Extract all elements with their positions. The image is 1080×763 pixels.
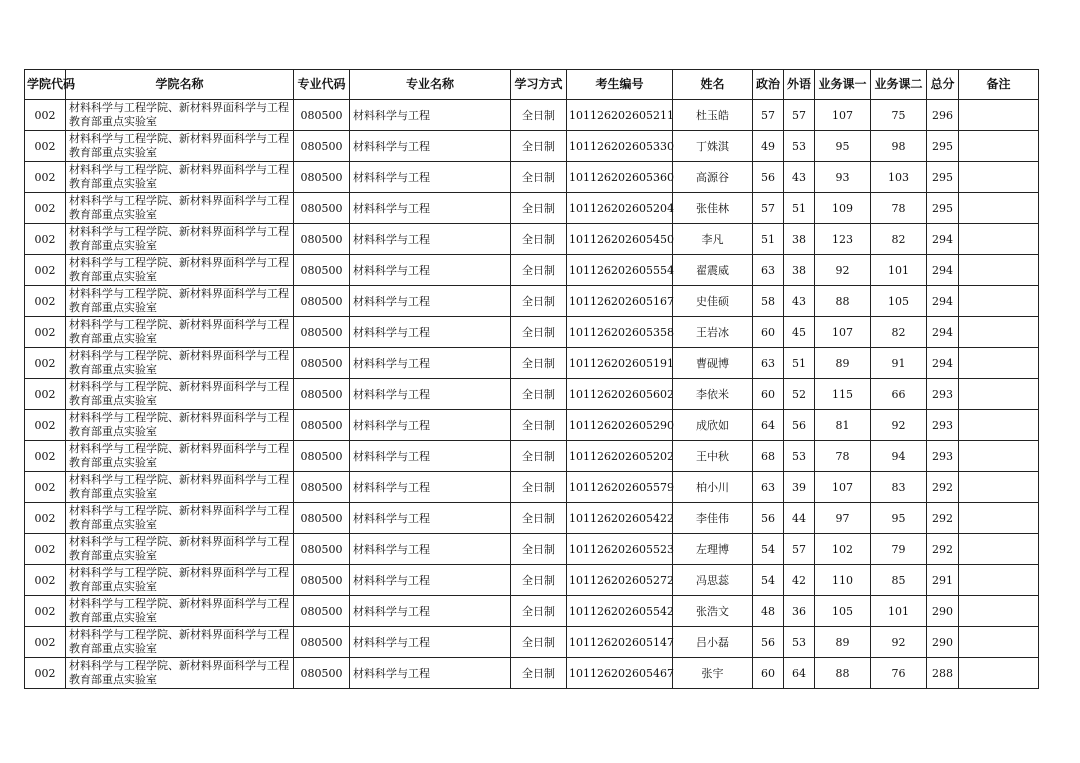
table-row: [25, 100, 1039, 131]
cell-student-name: 曹砚博: [673, 348, 753, 379]
cell-college-code: 002: [25, 348, 66, 379]
cell-major-name: 材料科学与工程: [350, 627, 511, 658]
cell-foreign-language-score: 53: [784, 441, 815, 472]
cell-major-code: 080500: [294, 224, 350, 255]
cell-college-name: 材料科学与工程学院、新材料界面科学与工程教育部重点实验室: [66, 286, 294, 317]
cell-college-name: 材料科学与工程学院、新材料界面科学与工程教育部重点实验室: [66, 596, 294, 627]
cell-total-score: 294: [927, 255, 959, 286]
cell-course-1-score: 109: [815, 193, 871, 224]
cell-course-1-score: 78: [815, 441, 871, 472]
cell-student-name: 王中秋: [673, 441, 753, 472]
cell-course-1-score: 123: [815, 224, 871, 255]
cell-course-2-score: 82: [871, 224, 927, 255]
table-row: [25, 534, 1039, 565]
cell-major-name: 材料科学与工程: [350, 317, 511, 348]
cell-politics-score: 63: [753, 348, 784, 379]
cell-exam-id: 101126202605467: [567, 658, 673, 689]
cell-total-score: 292: [927, 472, 959, 503]
cell-course-1-score: 107: [815, 317, 871, 348]
cell-major-code: 080500: [294, 534, 350, 565]
cell-exam-id: 101126202605147: [567, 627, 673, 658]
cell-college-name: 材料科学与工程学院、新材料界面科学与工程教育部重点实验室: [66, 565, 294, 596]
cell-foreign-language-score: 51: [784, 348, 815, 379]
cell-foreign-language-score: 39: [784, 472, 815, 503]
cell-course-2-score: 94: [871, 441, 927, 472]
cell-major-code: 080500: [294, 255, 350, 286]
cell-student-name: 成欣如: [673, 410, 753, 441]
cell-foreign-language-score: 53: [784, 131, 815, 162]
cell-politics-score: 57: [753, 193, 784, 224]
cell-college-code: 002: [25, 162, 66, 193]
cell-major-code: 080500: [294, 286, 350, 317]
cell-total-score: 294: [927, 317, 959, 348]
table-row: [25, 193, 1039, 224]
cell-total-score: 295: [927, 193, 959, 224]
cell-study-mode: 全日制: [511, 534, 567, 565]
cell-college-name: 材料科学与工程学院、新材料界面科学与工程教育部重点实验室: [66, 100, 294, 131]
cell-college-code: 002: [25, 441, 66, 472]
cell-foreign-language-score: 43: [784, 286, 815, 317]
cell-remarks: [959, 534, 1039, 565]
header-course-1: 业务课一: [815, 70, 871, 100]
cell-major-code: 080500: [294, 472, 350, 503]
cell-major-code: 080500: [294, 503, 350, 534]
cell-major-name: 材料科学与工程: [350, 596, 511, 627]
table-row: [25, 441, 1039, 472]
cell-remarks: [959, 224, 1039, 255]
cell-course-2-score: 78: [871, 193, 927, 224]
cell-course-1-score: 88: [815, 286, 871, 317]
cell-course-2-score: 92: [871, 627, 927, 658]
cell-major-code: 080500: [294, 131, 350, 162]
cell-exam-id: 101126202605523: [567, 534, 673, 565]
cell-college-name: 材料科学与工程学院、新材料界面科学与工程教育部重点实验室: [66, 627, 294, 658]
table-row: [25, 627, 1039, 658]
table-row: [25, 348, 1039, 379]
cell-remarks: [959, 379, 1039, 410]
cell-major-name: 材料科学与工程: [350, 255, 511, 286]
cell-major-name: 材料科学与工程: [350, 534, 511, 565]
cell-total-score: 294: [927, 286, 959, 317]
cell-politics-score: 63: [753, 255, 784, 286]
cell-politics-score: 51: [753, 224, 784, 255]
cell-study-mode: 全日制: [511, 596, 567, 627]
cell-college-name: 材料科学与工程学院、新材料界面科学与工程教育部重点实验室: [66, 193, 294, 224]
header-remarks: 备注: [959, 70, 1039, 100]
cell-foreign-language-score: 44: [784, 503, 815, 534]
cell-student-name: 王岩冰: [673, 317, 753, 348]
cell-remarks: [959, 596, 1039, 627]
cell-exam-id: 101126202605211: [567, 100, 673, 131]
cell-major-name: 材料科学与工程: [350, 162, 511, 193]
table-body: [25, 100, 1039, 689]
cell-college-name: 材料科学与工程学院、新材料界面科学与工程教育部重点实验室: [66, 658, 294, 689]
cell-foreign-language-score: 51: [784, 193, 815, 224]
cell-study-mode: 全日制: [511, 131, 567, 162]
cell-college-code: 002: [25, 658, 66, 689]
cell-course-2-score: 83: [871, 472, 927, 503]
cell-course-2-score: 75: [871, 100, 927, 131]
cell-major-code: 080500: [294, 100, 350, 131]
cell-foreign-language-score: 42: [784, 565, 815, 596]
cell-student-name: 张佳林: [673, 193, 753, 224]
cell-college-code: 002: [25, 286, 66, 317]
cell-remarks: [959, 348, 1039, 379]
cell-exam-id: 101126202605272: [567, 565, 673, 596]
cell-total-score: 293: [927, 441, 959, 472]
cell-course-2-score: 91: [871, 348, 927, 379]
cell-major-name: 材料科学与工程: [350, 379, 511, 410]
cell-course-1-score: 89: [815, 627, 871, 658]
cell-major-name: 材料科学与工程: [350, 441, 511, 472]
cell-exam-id: 101126202605554: [567, 255, 673, 286]
cell-total-score: 293: [927, 410, 959, 441]
cell-exam-id: 101126202605167: [567, 286, 673, 317]
table-row: [25, 162, 1039, 193]
cell-student-name: 高源谷: [673, 162, 753, 193]
table-row: [25, 410, 1039, 441]
header-study-mode: 学习方式: [511, 70, 567, 100]
cell-politics-score: 54: [753, 534, 784, 565]
cell-course-2-score: 92: [871, 410, 927, 441]
cell-course-1-score: 95: [815, 131, 871, 162]
cell-college-code: 002: [25, 627, 66, 658]
cell-foreign-language-score: 64: [784, 658, 815, 689]
header-course-2: 业务课二: [871, 70, 927, 100]
cell-major-code: 080500: [294, 627, 350, 658]
cell-politics-score: 68: [753, 441, 784, 472]
cell-study-mode: 全日制: [511, 379, 567, 410]
cell-college-name: 材料科学与工程学院、新材料界面科学与工程教育部重点实验室: [66, 472, 294, 503]
cell-politics-score: 63: [753, 472, 784, 503]
cell-major-name: 材料科学与工程: [350, 565, 511, 596]
cell-politics-score: 54: [753, 565, 784, 596]
cell-study-mode: 全日制: [511, 472, 567, 503]
cell-college-code: 002: [25, 131, 66, 162]
cell-college-code: 002: [25, 193, 66, 224]
cell-major-code: 080500: [294, 379, 350, 410]
cell-course-2-score: 103: [871, 162, 927, 193]
cell-study-mode: 全日制: [511, 503, 567, 534]
cell-college-code: 002: [25, 472, 66, 503]
cell-student-name: 左理博: [673, 534, 753, 565]
cell-major-name: 材料科学与工程: [350, 131, 511, 162]
header-major-code: 专业代码: [294, 70, 350, 100]
cell-student-name: 冯思蕊: [673, 565, 753, 596]
table-row: [25, 379, 1039, 410]
cell-college-code: 002: [25, 379, 66, 410]
cell-college-code: 002: [25, 565, 66, 596]
cell-exam-id: 101126202605204: [567, 193, 673, 224]
cell-study-mode: 全日制: [511, 565, 567, 596]
cell-politics-score: 56: [753, 503, 784, 534]
cell-foreign-language-score: 57: [784, 534, 815, 565]
cell-remarks: [959, 131, 1039, 162]
table-row: [25, 565, 1039, 596]
cell-foreign-language-score: 36: [784, 596, 815, 627]
header-total: 总分: [927, 70, 959, 100]
cell-remarks: [959, 100, 1039, 131]
cell-remarks: [959, 162, 1039, 193]
cell-major-name: 材料科学与工程: [350, 658, 511, 689]
cell-major-code: 080500: [294, 410, 350, 441]
cell-college-name: 材料科学与工程学院、新材料界面科学与工程教育部重点实验室: [66, 348, 294, 379]
cell-major-code: 080500: [294, 596, 350, 627]
cell-major-code: 080500: [294, 565, 350, 596]
cell-college-code: 002: [25, 596, 66, 627]
cell-student-name: 李依米: [673, 379, 753, 410]
table-row: [25, 503, 1039, 534]
cell-study-mode: 全日制: [511, 224, 567, 255]
cell-exam-id: 101126202605542: [567, 596, 673, 627]
cell-course-2-score: 66: [871, 379, 927, 410]
cell-college-code: 002: [25, 255, 66, 286]
cell-college-name: 材料科学与工程学院、新材料界面科学与工程教育部重点实验室: [66, 131, 294, 162]
cell-study-mode: 全日制: [511, 658, 567, 689]
header-foreign-language: 外语: [784, 70, 815, 100]
cell-course-1-score: 88: [815, 658, 871, 689]
header-politics: 政治: [753, 70, 784, 100]
cell-foreign-language-score: 56: [784, 410, 815, 441]
cell-student-name: 史佳硕: [673, 286, 753, 317]
cell-remarks: [959, 441, 1039, 472]
cell-exam-id: 101126202605422: [567, 503, 673, 534]
cell-politics-score: 48: [753, 596, 784, 627]
cell-study-mode: 全日制: [511, 286, 567, 317]
cell-foreign-language-score: 45: [784, 317, 815, 348]
cell-study-mode: 全日制: [511, 627, 567, 658]
cell-politics-score: 56: [753, 162, 784, 193]
cell-college-name: 材料科学与工程学院、新材料界面科学与工程教育部重点实验室: [66, 410, 294, 441]
table-row: [25, 317, 1039, 348]
cell-foreign-language-score: 43: [784, 162, 815, 193]
cell-course-1-score: 110: [815, 565, 871, 596]
cell-exam-id: 101126202605579: [567, 472, 673, 503]
cell-major-code: 080500: [294, 317, 350, 348]
cell-remarks: [959, 317, 1039, 348]
table-row: [25, 596, 1039, 627]
cell-course-1-score: 93: [815, 162, 871, 193]
cell-remarks: [959, 565, 1039, 596]
cell-course-2-score: 105: [871, 286, 927, 317]
cell-course-2-score: 95: [871, 503, 927, 534]
cell-student-name: 张宇: [673, 658, 753, 689]
table-row: [25, 131, 1039, 162]
cell-study-mode: 全日制: [511, 100, 567, 131]
cell-study-mode: 全日制: [511, 317, 567, 348]
cell-total-score: 294: [927, 348, 959, 379]
cell-politics-score: 60: [753, 317, 784, 348]
cell-foreign-language-score: 53: [784, 627, 815, 658]
cell-course-1-score: 105: [815, 596, 871, 627]
header-name: 姓名: [673, 70, 753, 100]
cell-student-name: 张浩文: [673, 596, 753, 627]
cell-politics-score: 49: [753, 131, 784, 162]
cell-exam-id: 101126202605358: [567, 317, 673, 348]
cell-course-1-score: 115: [815, 379, 871, 410]
cell-total-score: 294: [927, 224, 959, 255]
header-college-name: 学院名称: [66, 70, 294, 100]
cell-course-1-score: 89: [815, 348, 871, 379]
cell-college-name: 材料科学与工程学院、新材料界面科学与工程教育部重点实验室: [66, 379, 294, 410]
cell-politics-score: 64: [753, 410, 784, 441]
cell-exam-id: 101126202605330: [567, 131, 673, 162]
cell-remarks: [959, 627, 1039, 658]
cell-foreign-language-score: 38: [784, 255, 815, 286]
cell-politics-score: 58: [753, 286, 784, 317]
cell-major-name: 材料科学与工程: [350, 503, 511, 534]
cell-remarks: [959, 286, 1039, 317]
cell-total-score: 296: [927, 100, 959, 131]
cell-total-score: 291: [927, 565, 959, 596]
cell-foreign-language-score: 57: [784, 100, 815, 131]
cell-major-name: 材料科学与工程: [350, 410, 511, 441]
cell-student-name: 翟震威: [673, 255, 753, 286]
cell-exam-id: 101126202605450: [567, 224, 673, 255]
table-row: [25, 224, 1039, 255]
cell-major-code: 080500: [294, 193, 350, 224]
cell-college-code: 002: [25, 410, 66, 441]
cell-course-2-score: 101: [871, 255, 927, 286]
cell-student-name: 李凡: [673, 224, 753, 255]
cell-course-2-score: 82: [871, 317, 927, 348]
cell-course-1-score: 81: [815, 410, 871, 441]
cell-college-name: 材料科学与工程学院、新材料界面科学与工程教育部重点实验室: [66, 255, 294, 286]
cell-course-1-score: 97: [815, 503, 871, 534]
cell-total-score: 290: [927, 596, 959, 627]
cell-exam-id: 101126202605602: [567, 379, 673, 410]
cell-study-mode: 全日制: [511, 410, 567, 441]
cell-course-1-score: 107: [815, 100, 871, 131]
cell-student-name: 丁姝淇: [673, 131, 753, 162]
cell-college-name: 材料科学与工程学院、新材料界面科学与工程教育部重点实验室: [66, 441, 294, 472]
cell-major-name: 材料科学与工程: [350, 348, 511, 379]
cell-exam-id: 101126202605290: [567, 410, 673, 441]
table-row: [25, 286, 1039, 317]
cell-total-score: 292: [927, 503, 959, 534]
cell-study-mode: 全日制: [511, 348, 567, 379]
cell-politics-score: 56: [753, 627, 784, 658]
cell-foreign-language-score: 38: [784, 224, 815, 255]
cell-college-name: 材料科学与工程学院、新材料界面科学与工程教育部重点实验室: [66, 162, 294, 193]
cell-course-1-score: 107: [815, 472, 871, 503]
cell-remarks: [959, 658, 1039, 689]
cell-remarks: [959, 193, 1039, 224]
cell-politics-score: 60: [753, 379, 784, 410]
header-exam-id: 考生编号: [567, 70, 673, 100]
table-row: [25, 658, 1039, 689]
cell-college-code: 002: [25, 317, 66, 348]
cell-college-name: 材料科学与工程学院、新材料界面科学与工程教育部重点实验室: [66, 224, 294, 255]
cell-total-score: 290: [927, 627, 959, 658]
cell-remarks: [959, 503, 1039, 534]
header-major-name: 专业名称: [350, 70, 511, 100]
cell-student-name: 杜玉皓: [673, 100, 753, 131]
cell-total-score: 293: [927, 379, 959, 410]
cell-major-name: 材料科学与工程: [350, 224, 511, 255]
cell-college-name: 材料科学与工程学院、新材料界面科学与工程教育部重点实验室: [66, 503, 294, 534]
cell-major-name: 材料科学与工程: [350, 472, 511, 503]
cell-student-name: 吕小磊: [673, 627, 753, 658]
cell-study-mode: 全日制: [511, 162, 567, 193]
cell-total-score: 288: [927, 658, 959, 689]
table-row: [25, 472, 1039, 503]
cell-college-name: 材料科学与工程学院、新材料界面科学与工程教育部重点实验室: [66, 317, 294, 348]
cell-college-code: 002: [25, 503, 66, 534]
cell-course-1-score: 92: [815, 255, 871, 286]
cell-exam-id: 101126202605191: [567, 348, 673, 379]
cell-college-name: 材料科学与工程学院、新材料界面科学与工程教育部重点实验室: [66, 534, 294, 565]
cell-politics-score: 57: [753, 100, 784, 131]
cell-college-code: 002: [25, 224, 66, 255]
cell-major-name: 材料科学与工程: [350, 100, 511, 131]
cell-major-code: 080500: [294, 348, 350, 379]
cell-course-2-score: 76: [871, 658, 927, 689]
cell-student-name: 柏小川: [673, 472, 753, 503]
admission-roster-table: [24, 69, 1039, 689]
cell-course-2-score: 85: [871, 565, 927, 596]
cell-study-mode: 全日制: [511, 255, 567, 286]
cell-study-mode: 全日制: [511, 193, 567, 224]
cell-course-2-score: 101: [871, 596, 927, 627]
cell-remarks: [959, 255, 1039, 286]
cell-total-score: 295: [927, 131, 959, 162]
cell-course-1-score: 102: [815, 534, 871, 565]
cell-major-name: 材料科学与工程: [350, 286, 511, 317]
cell-exam-id: 101126202605360: [567, 162, 673, 193]
cell-politics-score: 60: [753, 658, 784, 689]
cell-course-2-score: 98: [871, 131, 927, 162]
table-row: [25, 255, 1039, 286]
table-header-row: [25, 70, 1039, 100]
cell-foreign-language-score: 52: [784, 379, 815, 410]
cell-total-score: 292: [927, 534, 959, 565]
cell-student-name: 李佳伟: [673, 503, 753, 534]
cell-college-code: 002: [25, 534, 66, 565]
cell-major-code: 080500: [294, 441, 350, 472]
cell-remarks: [959, 410, 1039, 441]
cell-major-code: 080500: [294, 658, 350, 689]
cell-study-mode: 全日制: [511, 441, 567, 472]
cell-course-2-score: 79: [871, 534, 927, 565]
cell-major-name: 材料科学与工程: [350, 193, 511, 224]
cell-college-code: 002: [25, 100, 66, 131]
cell-total-score: 295: [927, 162, 959, 193]
cell-remarks: [959, 472, 1039, 503]
header-college-code: 学院代码: [25, 70, 66, 100]
cell-exam-id: 101126202605202: [567, 441, 673, 472]
cell-major-code: 080500: [294, 162, 350, 193]
